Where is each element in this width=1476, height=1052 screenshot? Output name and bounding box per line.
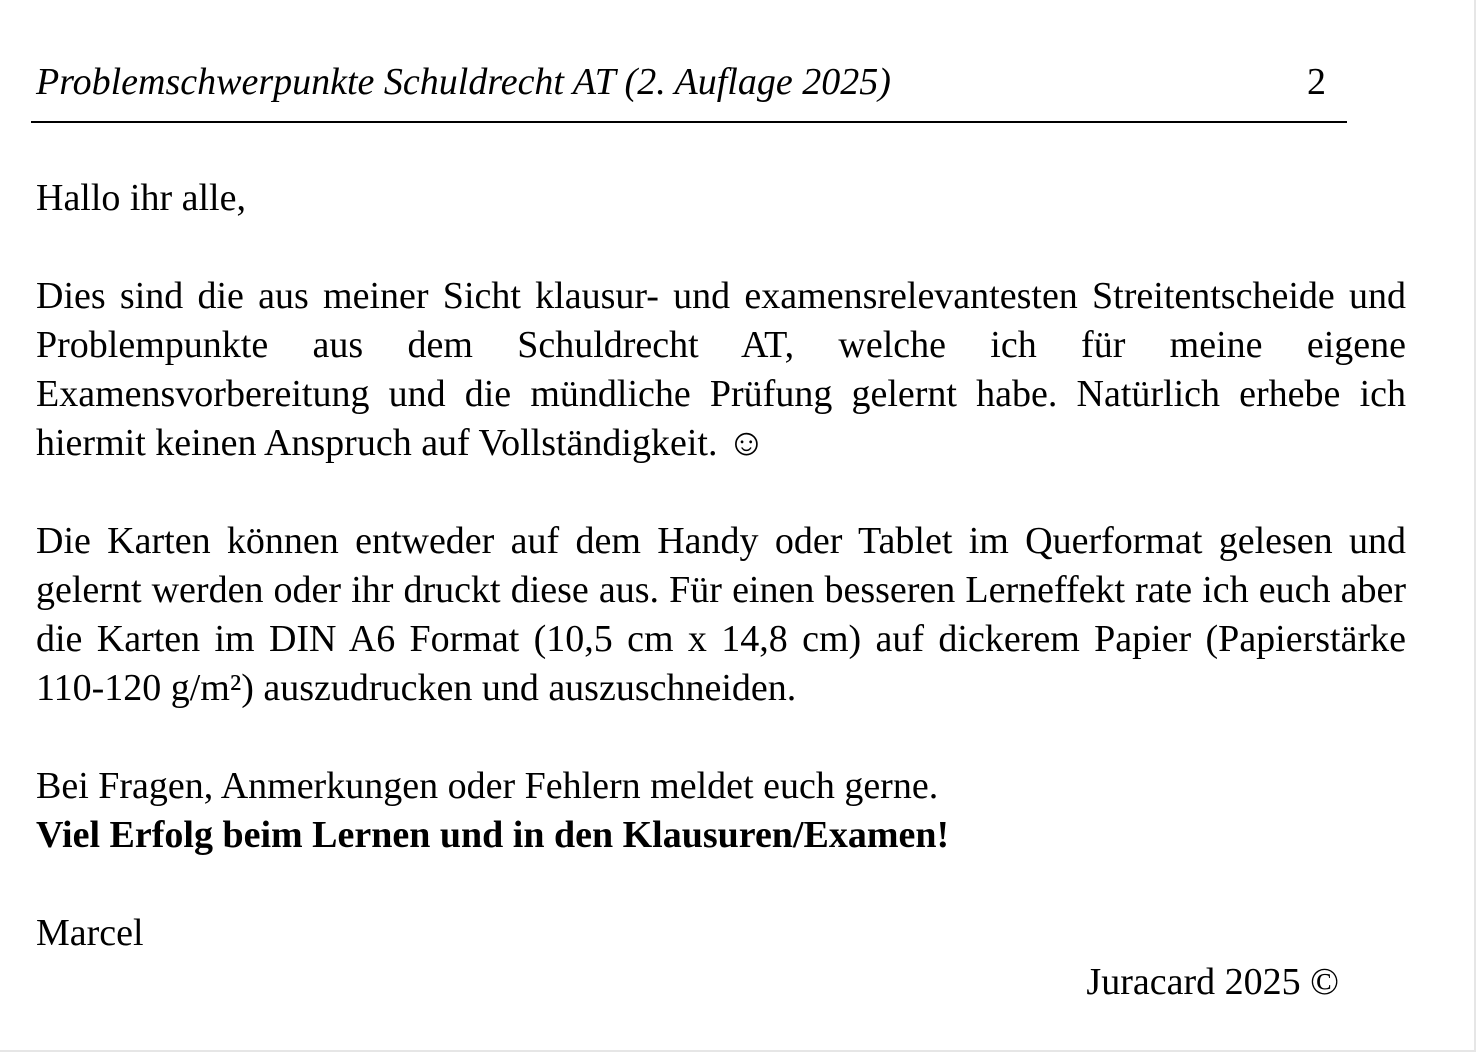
greeting: Hallo ihr alle, (36, 177, 246, 219)
footer-copyright: Juracard 2025 © (1086, 961, 1339, 1003)
questions-line: Bei Fragen, Anmerkungen oder Fehlern meldet euch gerne. (36, 765, 939, 807)
page-header (36, 56, 1326, 108)
header-divider (31, 121, 1347, 123)
intro-paragraph: Dies sind die aus meiner Sicht klausur- und examensrelevantesten Streitentscheide und Problempunkte aus dem Schuldrecht AT, welche ich für meine eigene Examensvorbereitung und die mündliche Prüfung gelernt habe. Natürlich erhebe ich hiermit keinen Anspruch auf Vollständigkeit. ☺ (36, 275, 1406, 464)
page-number: 2 (1307, 61, 1326, 103)
document-body (36, 174, 1406, 958)
header-title: Problemschwerpunkte Schuldrecht AT (2. Auflage 2025) (36, 61, 891, 103)
usage-paragraph: Die Karten können entweder auf dem Handy oder Tablet im Querformat gelesen und gelernt werden oder ihr druckt diese aus. Für einen besseren Lerneffekt rate ich euch aber die Karten im DIN A6 Format (10,5 cm x 14,8 cm) auf dickerem Papier (Papierstärke 110-120 g/m²) auszudrucken und auszuschneiden. (36, 520, 1406, 709)
signature: Marcel (36, 912, 144, 954)
closing-wish: Viel Erfolg beim Lernen und in den Klausuren/Examen! (36, 814, 950, 856)
